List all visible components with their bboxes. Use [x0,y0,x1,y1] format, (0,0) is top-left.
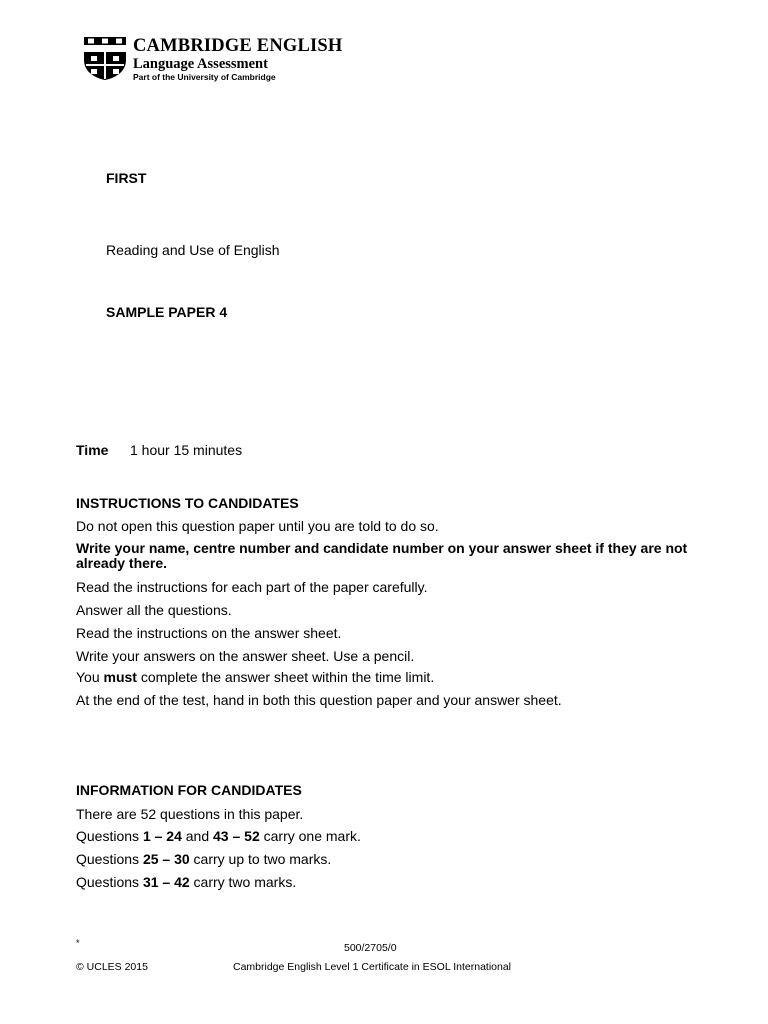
time-value: 1 hour 15 minutes [130,442,243,458]
text-fragment: carry up to two marks. [189,851,332,867]
information-line [76,828,361,845]
footer-mark: * [76,938,80,948]
instruction-line [76,669,434,686]
emphasis-text: must [103,669,137,685]
question-range: 31 – 42 [142,874,190,890]
instruction-line: Read the instructions for each part of the paper carefully. [76,579,428,595]
information-line: There are 52 questions in this paper. [76,806,304,822]
logo-affiliation: Part of the University of Cambridge [133,72,276,82]
time-label: Time [76,442,109,458]
instruction-line: Read the instructions on the answer sheet. [76,625,342,641]
instruction-line-bold: Write your name, centre number and candidate number on your answer sheet if they are not already there. [76,540,688,571]
exam-level: FIRST [106,170,147,186]
text-fragment: You [76,669,104,685]
question-range: 43 – 52 [213,828,260,844]
text-fragment: carry one mark. [259,828,361,844]
instruction-line: Answer all the questions. [76,602,232,618]
cambridge-english-logo [83,36,373,84]
text-fragment: complete the answer sheet within the time limit. [136,669,435,685]
copyright: © UCLES 2015 [76,961,148,973]
instruction-line: Write your answers on the answer sheet. Use a pencil. [76,648,415,664]
question-range: 25 – 30 [142,851,190,867]
text-fragment: carry two marks. [189,874,297,890]
information-line [76,851,331,868]
information-line [76,874,296,891]
information-heading: INFORMATION FOR CANDIDATES [76,782,302,798]
certificate-name: Cambridge English Level 1 Certificate in ESOL International [233,961,512,973]
paper-title: Reading and Use of English [106,242,280,258]
paper-code: 500/2705/0 [344,942,397,954]
text-fragment: Questions [76,828,143,844]
logo-subtitle: Language Assessment [133,56,268,72]
text-fragment: and [181,828,214,844]
instructions-heading: INSTRUCTIONS TO CANDIDATES [76,495,299,511]
text-fragment: Questions [76,874,143,890]
sample-paper-label: SAMPLE PAPER 4 [106,304,228,320]
instruction-line: Do not open this question paper until you are told to do so. [76,518,439,534]
logo-title: CAMBRIDGE ENGLISH [133,36,343,56]
university-shield-icon [83,36,127,81]
instruction-line: At the end of the test, hand in both this question paper and your answer sheet. [76,692,562,708]
question-range: 1 – 24 [142,828,182,844]
text-fragment: Questions [76,851,143,867]
